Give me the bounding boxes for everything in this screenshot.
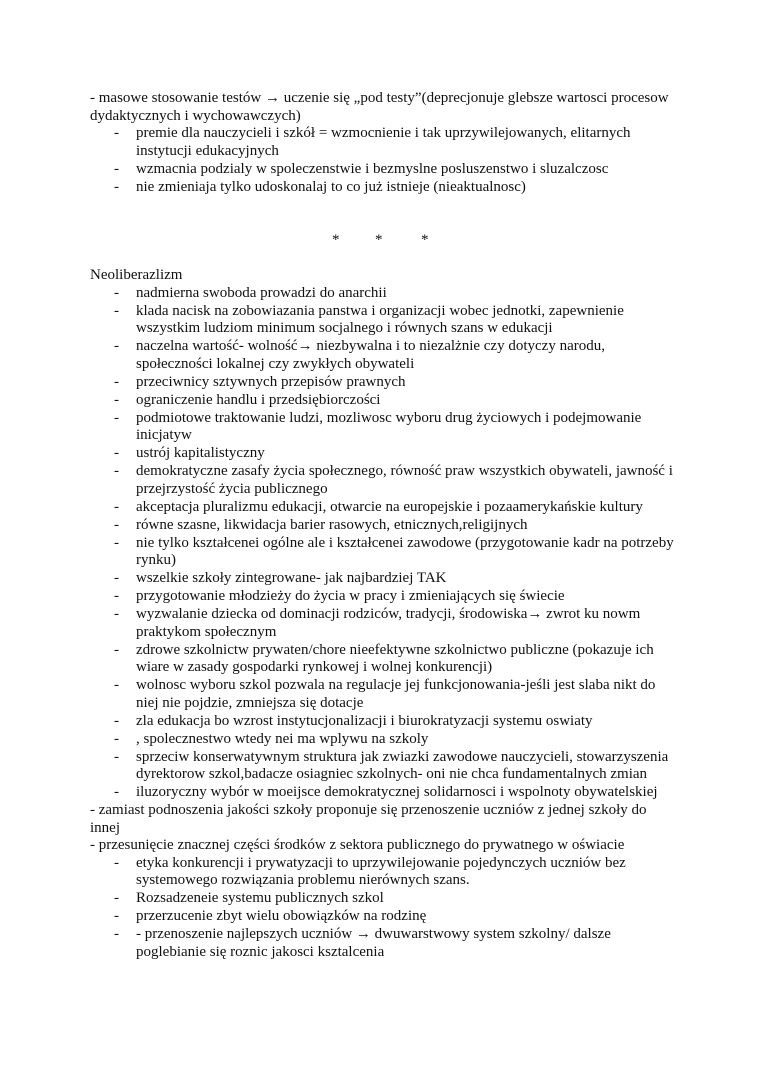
closing-line: - przesunięcie znacznej części środków z sektora publicznego do prywatnego w oświacie	[90, 837, 625, 853]
list-item: - nie zmieniaja tylko udoskonalaj to co już istnieje (nieaktualnosc)	[114, 178, 526, 195]
separator-star: *	[332, 231, 340, 248]
dash-marker: -	[114, 730, 119, 747]
list-item: - zla edukacja bo wzrost instytucjonalizacji i biurokratyzacji systemu oswiaty	[114, 712, 593, 729]
dash-marker: -	[114, 160, 119, 177]
dash-marker: -	[114, 391, 119, 408]
dash-marker: -	[114, 409, 119, 426]
section-separator	[90, 232, 680, 250]
list-item: - nadmierna swoboda prowadzi do anarchii	[114, 284, 387, 301]
list-item: - wolnosc wyboru szkol pozwala na regulacje jej funkcjonowania-jeśli jest slaba nikt do niej nie pojdzie, zmniejsza się dotacje	[114, 677, 656, 711]
intro-line: - masowe stosowanie testów → uczenie się „pod testy”(deprecjonuje glebsze wartosci procesow dydaktycznych i wychowawczych)	[90, 90, 669, 124]
section-heading: Neoliberazlizm	[90, 267, 183, 283]
list-item: - przerzucenie zbyt wielu obowiązków na rodzinę	[114, 908, 427, 924]
list-item: - ustrój kapitalistyczny	[114, 445, 265, 461]
dash-marker: -	[114, 784, 119, 800]
list-item: - wzmacnia podzialy w spoleczenstwie i bezmyslne posluszenstwo i sluzalczosc	[114, 160, 609, 177]
dash-marker: -	[114, 854, 119, 871]
dash-marker: -	[114, 570, 119, 586]
dash-marker: -	[114, 373, 119, 390]
list-item: - nie tylko kształcenei ogólne ale i kształcenei zawodowe (przygotowanie kadr na potrzeby rynku)	[114, 534, 674, 568]
dash-marker: -	[114, 463, 119, 479]
dash-marker: -	[114, 712, 119, 729]
dash-marker: -	[114, 178, 119, 195]
list-item: - zdrowe szkolnictw prywaten/chore nieefektywne szkolnictwo publiczne (pokazuje ich wiare w zasady gospodarki rynkowej i wolnej konkurencji)	[114, 641, 654, 675]
document-page	[90, 90, 680, 962]
list-item: - wyzwalanie dziecka od dominacji rodziców, tradycji, środowiska→ zwrot ku nowm praktykom społecznym	[114, 606, 641, 640]
list-item: - iluzoryczny wybór w moeijsce demokratycznej solidarnosci i wspolnoty obywatelskiej	[114, 784, 658, 800]
list-item: - ograniczenie handlu i przedsiębiorczości	[114, 391, 381, 408]
neoliberalism-bullet-list	[90, 285, 680, 802]
list-item: - Rozsadzeneie systemu publicznych szkol	[114, 890, 384, 906]
dash-marker: -	[114, 338, 119, 354]
list-item: - klada nacisk na zobowiazania panstwa i organizacji wobec jednotki, zapewnienie wszystkim ludziom minimum socjalnego i równych szans w edukacji	[114, 302, 624, 336]
dash-marker: -	[114, 534, 119, 551]
dash-marker: -	[114, 890, 119, 906]
list-item: - etyka konkurencji i prywatyzacji to uprzywilejowanie pojedynczych uczniów bez systemowego rozwiązania problemu nierównych szans.	[114, 854, 626, 888]
list-item: - sprzeciw konserwatywnym struktura jak zwiazki zawodowe nauczycieli, stowarzyszenia dyrektorow szkol,badacze osiagniec szkolnych- oni nie chca fundamentalnych zmian	[114, 748, 669, 782]
dash-marker: -	[114, 926, 119, 942]
dash-marker: -	[114, 125, 119, 141]
dash-marker: -	[114, 606, 119, 622]
closing-line: - zamiast podnoszenia jakości szkoły proponuje się przenoszenie uczniów z jednej szkoły do innej	[90, 802, 647, 836]
dash-marker: -	[114, 498, 119, 515]
list-item: - podmiotowe traktowanie ludzi, mozliwosc wyboru drug życiowych i podejmowanie inicjatyw	[114, 409, 642, 443]
list-item: - demokratyczne zasafy życia społecznego, równość praw wszystkich obywateli, jawność i przejrzystość życia publicznego	[114, 463, 673, 497]
list-item: - premie dla nauczycieli i szkół = wzmocnienie i tak uprzywilejowanych, elitarnych instytucji edukacyjnych	[114, 125, 631, 159]
dash-marker: -	[114, 445, 119, 461]
list-item: - naczelna wartość- wolność→ niezbywalna i to niezalżnie czy dotyczy narodu, społeczności lokalnej czy zwykłych obywateli	[114, 338, 605, 372]
dash-marker: -	[114, 516, 119, 533]
dash-marker: -	[114, 588, 119, 604]
list-item: - równe szasne, likwidacja barier rasowych, etnicznych,religijnych	[114, 516, 528, 533]
list-item: - przeciwnicy sztywnych przepisów prawnych	[114, 373, 406, 390]
separator-star: *	[375, 231, 383, 248]
list-item: - - przenoszenie najlepszych uczniów → dwuwarstwowy system szkolny/ dalsze poglebianie się roznic jakosci ksztalcenia	[114, 926, 611, 960]
dash-marker: -	[114, 284, 119, 301]
list-item: - akceptacja pluralizmu edukacji, otwarcie na europejskie i pozaamerykańskie kultury	[114, 498, 643, 515]
list-item: - , spolecznestwo wtedy nei ma wplywu na szkoly	[114, 730, 429, 747]
dash-marker: -	[114, 908, 119, 924]
dash-marker: -	[114, 641, 119, 658]
dash-marker: -	[114, 748, 119, 765]
dash-marker: -	[114, 302, 119, 319]
list-item: - wszelkie szkoły zintegrowane- jak najbardziej TAK	[114, 570, 447, 586]
separator-star: *	[421, 231, 429, 248]
dash-marker: -	[114, 677, 119, 693]
list-item: - przygotowanie młodzieży do życia w pracy i zmieniających się świecie	[114, 588, 565, 604]
closing-bullet-list	[90, 855, 680, 962]
intro-bullet-list	[90, 125, 680, 196]
